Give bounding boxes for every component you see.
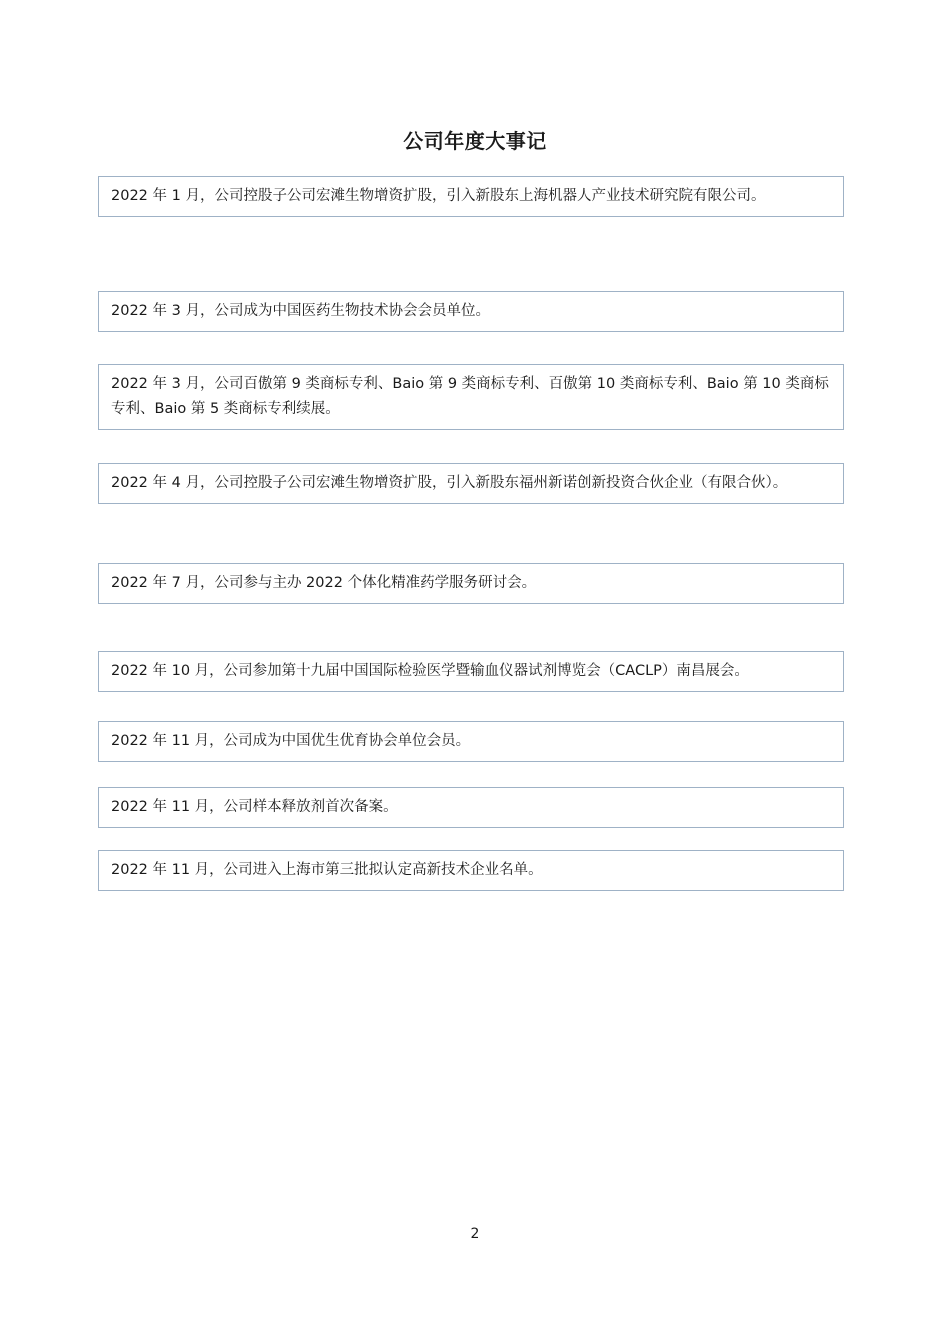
event-item: 2022 年 11 月，公司样本释放剂首次备案。 [98,787,844,828]
event-item: 2022 年 3 月，公司成为中国医药生物技术协会会员单位。 [98,291,844,332]
page-number: 2 [470,1226,480,1242]
event-item: 2022 年 10 月，公司参加第十九届中国国际检验医学暨输血仪器试剂博览会（CACLP）南昌展会。 [98,651,844,692]
event-item: 2022 年 11 月，公司进入上海市第三批拟认定高新技术企业名单。 [98,850,844,891]
event-item: 2022 年 4 月，公司控股子公司宏滩生物增资扩股，引入新股东福州新诺创新投资合伙企业（有限合伙）。 [98,463,844,504]
event-item: 2022 年 11 月，公司成为中国优生优育协会单位会员。 [98,721,844,762]
event-item: 2022 年 3 月，公司百傲第 9 类商标专利、Baio 第 9 类商标专利、百傲第 10 类商标专利、Baio 第 10 类商标专利、Baio 第 5 类商标专利续展。 [98,364,844,430]
event-item: 2022 年 1 月，公司控股子公司宏滩生物增资扩股，引入新股东上海机器人产业技术研究院有限公司。 [98,176,844,217]
page-title: 公司年度大事记 [403,129,547,153]
event-item: 2022 年 7 月，公司参与主办 2022 个体化精准药学服务研讨会。 [98,563,844,604]
